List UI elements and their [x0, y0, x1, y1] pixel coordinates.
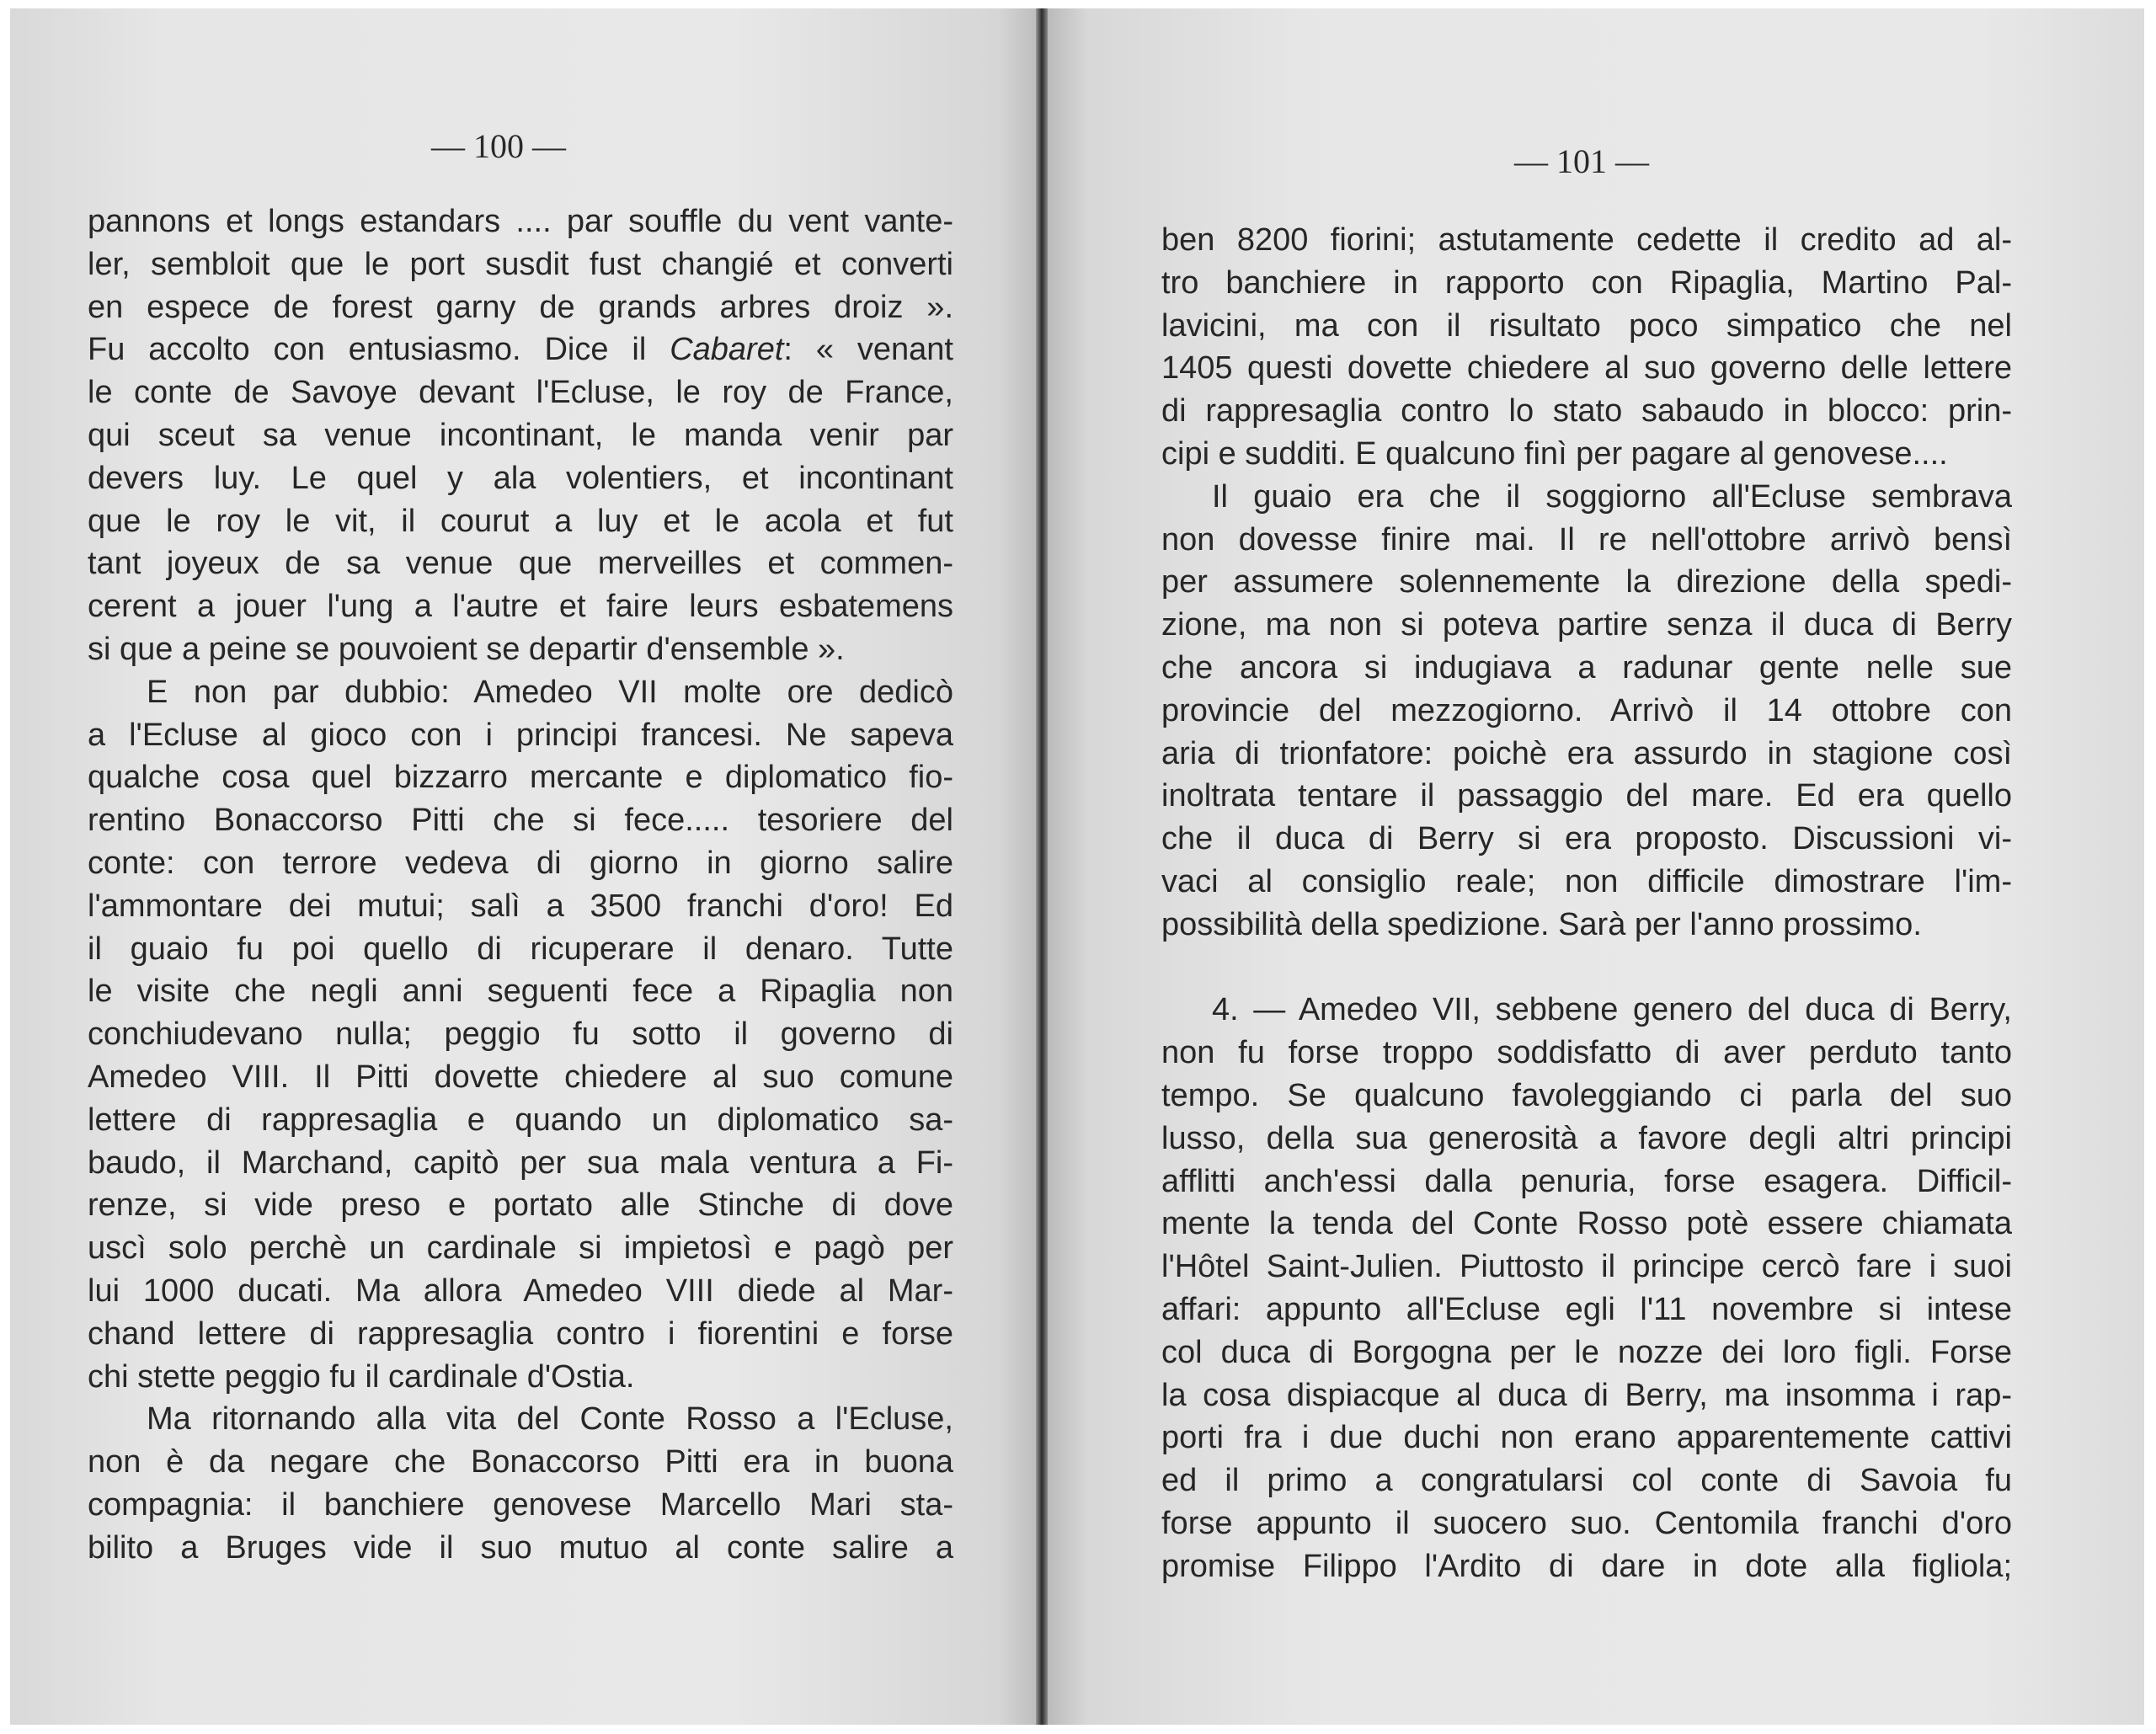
- text-line: vaci al consiglio reale; non difficile dimostrare l'im-: [1161, 863, 2012, 899]
- text-line: a l'Ecluse al gioco con i principi francesi. Ne sapeva: [88, 717, 953, 753]
- text-line: cipi e sudditi. E qualcuno finì per pagare al genovese....: [1161, 435, 1948, 472]
- text-line: conchiudevano nulla; peggio fu sotto il governo di: [88, 1016, 953, 1053]
- text-line: zione, ma non si poteva partire senza il duca di Berry: [1161, 607, 2012, 643]
- text-line: qui sceut sa venue incontinant, le manda venir par: [88, 417, 953, 453]
- text-line: que le roy le vit, il courut a luy et le acola et fut: [88, 503, 953, 539]
- text-line: lusso, della sua generosità a favore degli altri principi: [1161, 1120, 2012, 1156]
- text-line: forse appunto il suocero suo. Centomila franchi d'oro: [1161, 1505, 2012, 1541]
- text-line: provincie del mezzogiorno. Arrivò il 14 ottobre con: [1161, 692, 2012, 728]
- left-page-text: [88, 200, 953, 1570]
- text-line: Il guaio era che il soggiorno all'Ecluse sembrava: [1212, 478, 2012, 515]
- text-line: porti fra i due duchi non erano apparentemente cattivi: [1161, 1420, 2012, 1456]
- text-line: rentino Bonaccorso Pitti che si fece..... tesoriere del: [88, 803, 953, 839]
- text-line: che ancora si indugiava a radunar gente nelle sue: [1161, 649, 2012, 686]
- text-line: affari: appunto all'Ecluse egli l'11 novembre si intese: [1161, 1291, 2012, 1327]
- text-line: Fu accolto con entusiasmo. Dice il Cabaret: « venant: [88, 332, 953, 368]
- text-line: l'Hôtel Saint-Julien. Piuttosto il principe cercò fare i suoi: [1161, 1249, 2012, 1285]
- text-line: qualche cosa quel bizzarro mercante e diplomatico fio-: [88, 760, 953, 796]
- text-line: di rappresaglia contro lo stato sabaudo in blocco: prin-: [1161, 393, 2012, 429]
- book-gutter: [1036, 8, 1048, 1725]
- text-line: baudo, il Marchand, capitò per sua mala ventura a Fi-: [88, 1144, 953, 1181]
- left-page: [10, 8, 1039, 1725]
- text-line: aria di trionfatore: poichè era assurdo in stagione così: [1161, 735, 2012, 771]
- page-number-right: — 101 —: [1514, 142, 1649, 180]
- text-line: renze, si vide preso e portato alle Stinche di dove: [88, 1187, 953, 1224]
- page-number-left: — 100 —: [431, 127, 566, 165]
- text-line: E non par dubbio: Amedeo VII molte ore dedicò: [147, 674, 953, 710]
- text-line: l'ammontare dei mutui; salì a 3500 franchi d'oro! Ed: [88, 888, 953, 924]
- italic-title: Cabaret: [670, 332, 784, 368]
- text-line: si que a peine se pouvoient se departir d'ensemble ».: [88, 631, 845, 667]
- text-line: le visite che negli anni seguenti fece a Ripaglia non: [88, 974, 953, 1010]
- text-line: conte: con terrore vedeva di giorno in giorno salire: [88, 845, 953, 881]
- text-line: le conte de Savoye devant l'Ecluse, le roy de France,: [88, 375, 953, 411]
- text-line: il guaio fu poi quello di ricuperare il denaro. Tutte: [88, 931, 953, 967]
- text-line: cerent a jouer l'ung a l'autre et faire leurs esbatemens: [88, 589, 953, 625]
- right-page-text: [1161, 219, 2012, 1588]
- text-line: non fu forse troppo soddisfatto di aver perduto tanto: [1161, 1035, 2012, 1071]
- text-line: 4. — Amedeo VII, sebbene genero del duca di Berry,: [1212, 992, 2012, 1028]
- text-line: chand lettere di rappresaglia contro i fiorentini e forse: [88, 1315, 953, 1352]
- book-spread: [10, 8, 2144, 1725]
- text-line: ler, sembloit que le port susdit fust changié et converti: [88, 246, 953, 282]
- text-line: devers luy. Le quel y ala volentiers, et incontinant: [88, 460, 953, 496]
- text-line: tro banchiere in rapporto con Ripaglia, Martino Pal-: [1161, 264, 2012, 301]
- right-page: [1044, 8, 2144, 1725]
- text-line: tant joyeux de sa venue que merveilles et commen-: [88, 546, 953, 582]
- text-line: possibilità della spedizione. Sarà per l'anno prossimo.: [1161, 906, 1922, 942]
- text-line: lavicini, ma con il risultato poco simpatico che nel: [1161, 307, 2012, 344]
- text-line: per assumere solennemente la direzione della spedi-: [1161, 564, 2012, 600]
- text-line: non dovesse finire mai. Il re nell'ottobre arrivò bensì: [1161, 521, 2012, 558]
- text-line: ed il primo a congratularsi col conte di Savoia fu: [1161, 1463, 2012, 1499]
- text-line: col duca di Borgogna per le nozze dei loro figli. Forse: [1161, 1334, 2012, 1370]
- text-line: Amedeo VIII. Il Pitti dovette chiedere al suo comune: [88, 1059, 953, 1095]
- text-line: la cosa dispiacque al duca di Berry, ma insomma i rap-: [1161, 1377, 2012, 1413]
- text-line: en espece de forest garny de grands arbres droiz ».: [88, 289, 953, 325]
- text-line: che il duca di Berry si era proposto. Discussioni vi-: [1161, 821, 2012, 857]
- text-line: 1405 questi dovette chiedere al suo governo delle lettere: [1161, 350, 2012, 387]
- text-line: Ma ritornando alla vita del Conte Rosso a l'Ecluse,: [147, 1401, 953, 1438]
- section-gap: [1161, 947, 2012, 990]
- text-line: uscì solo perchè un cardinale si impietosì e pagò per: [88, 1230, 953, 1267]
- text-line: compagnia: il banchiere genovese Marcello Mari sta-: [88, 1486, 953, 1523]
- text-line: pannons et longs estandars .... par souffle du vent vante-: [88, 204, 953, 239]
- text-line: tempo. Se qualcuno favoleggiando ci parla del suo: [1161, 1077, 2012, 1113]
- text-line: afflitti anch'essi dalla penuria, forse esagera. Difficil-: [1161, 1163, 2012, 1199]
- text-line: inoltrata tentare il passaggio del mare. Ed era quello: [1161, 778, 2012, 814]
- text-line: mente la tenda del Conte Rosso potè essere chiamata: [1161, 1206, 2012, 1242]
- text-line: promise Filippo l'Ardito di dare in dote alla figliola;: [1161, 1548, 2012, 1584]
- text-line: chi stette peggio fu il cardinale d'Ostia.: [88, 1358, 635, 1395]
- text-line: lettere di rappresaglia e quando un diplomatico sa-: [88, 1102, 953, 1138]
- text-line: ben 8200 fiorini; astutamente cedette il credito ad al-: [1161, 222, 2012, 258]
- text-line: lui 1000 ducati. Ma allora Amedeo VIII diede al Mar-: [88, 1272, 953, 1309]
- text-line: non è da negare che Bonaccorso Pitti era in buona: [88, 1444, 953, 1481]
- text-line: bilito a Bruges vide il suo mutuo al conte salire a: [88, 1529, 953, 1566]
